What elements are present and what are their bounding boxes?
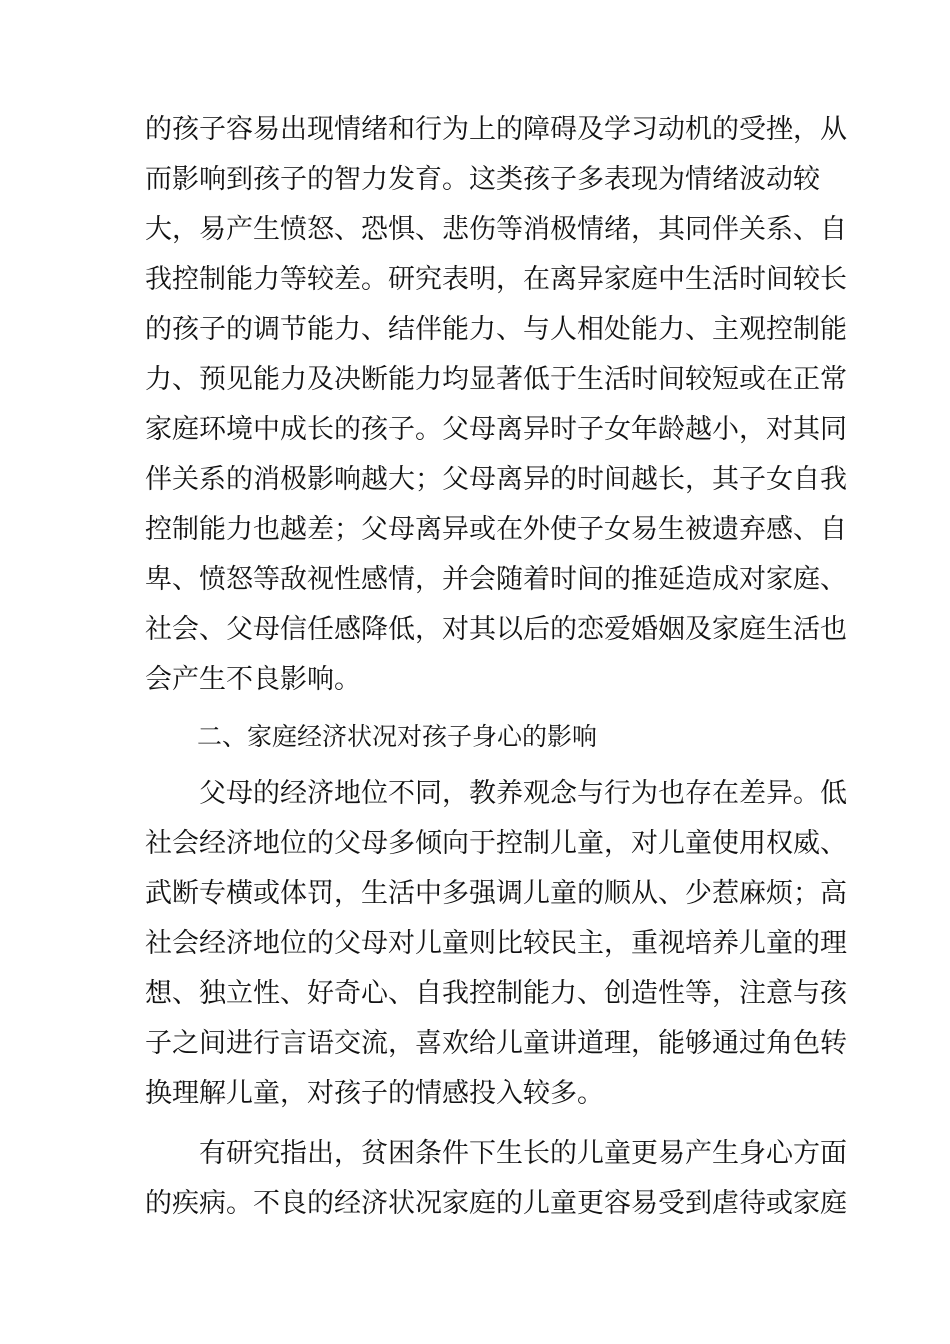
text-line: 社会、父母信任感降低，对其以后的恋爱婚姻及家庭生活也 xyxy=(145,614,847,645)
text-line: 家庭环境中成长的孩子。父母离异时子女年龄越小，对其同 xyxy=(145,414,847,445)
paragraph-divorce-effects xyxy=(145,105,845,705)
text-line: 会产生不良影响。 xyxy=(145,664,361,695)
text-line: 的疾病。不良的经济状况家庭的儿童更容易受到虐待或家庭 xyxy=(145,1188,847,1219)
text-line: 社会经济地位的父母多倾向于控制儿童，对儿童使用权威、 xyxy=(145,828,847,859)
text-line: 父母的经济地位不同，教养观念与行为也存在差异。低 xyxy=(199,778,847,809)
document-body xyxy=(145,105,845,1229)
paragraph-gap xyxy=(145,1119,845,1129)
text-line: 子之间进行言语交流，喜欢给儿童讲道理，能够通过角色转 xyxy=(145,1028,847,1059)
paragraph-economic-status xyxy=(145,769,845,1119)
text-line: 卑、愤怒等敌视性感情，并会随着时间的推延造成对家庭、 xyxy=(145,564,847,595)
text-line: 有研究指出，贫困条件下生长的儿童更易产生身心方面 xyxy=(199,1138,847,1169)
text-line: 武断专横或体罚，生活中多强调儿童的顺从、少惹麻烦；高 xyxy=(145,878,847,909)
text-line: 而影响到孩子的智力发育。这类孩子多表现为情绪波动较 xyxy=(145,164,820,195)
text-line: 力、预见能力及决断能力均显著低于生活时间较短或在正常 xyxy=(145,364,847,395)
text-line: 社会经济地位的父母对儿童则比较民主，重视培养儿童的理 xyxy=(145,928,847,959)
text-line: 换理解儿童，对孩子的情感投入较多。 xyxy=(145,1078,604,1109)
text-line: 我控制能力等较差。研究表明，在离异家庭中生活时间较长 xyxy=(145,264,847,295)
text-line: 控制能力也越差；父母离异或在外使子女易生被遗弃感、自 xyxy=(145,514,847,545)
text-line: 大，易产生愤怒、恐惧、悲伤等消极情绪，其同伴关系、自 xyxy=(145,214,847,245)
text-line: 想、独立性、好奇心、自我控制能力、创造性等，注意与孩 xyxy=(145,978,847,1009)
text-line: 的孩子的调节能力、结伴能力、与人相处能力、主观控制能 xyxy=(145,314,847,345)
text-line: 的孩子容易出现情绪和行为上的障碍及学习动机的受挫，从 xyxy=(145,114,847,145)
paragraph-poverty-research xyxy=(145,1129,845,1229)
section-heading: 二、家庭经济状况对孩子身心的影响 xyxy=(197,722,598,751)
text-line: 伴关系的消极影响越大；父母离异的时间越长，其子女自我 xyxy=(145,464,847,495)
